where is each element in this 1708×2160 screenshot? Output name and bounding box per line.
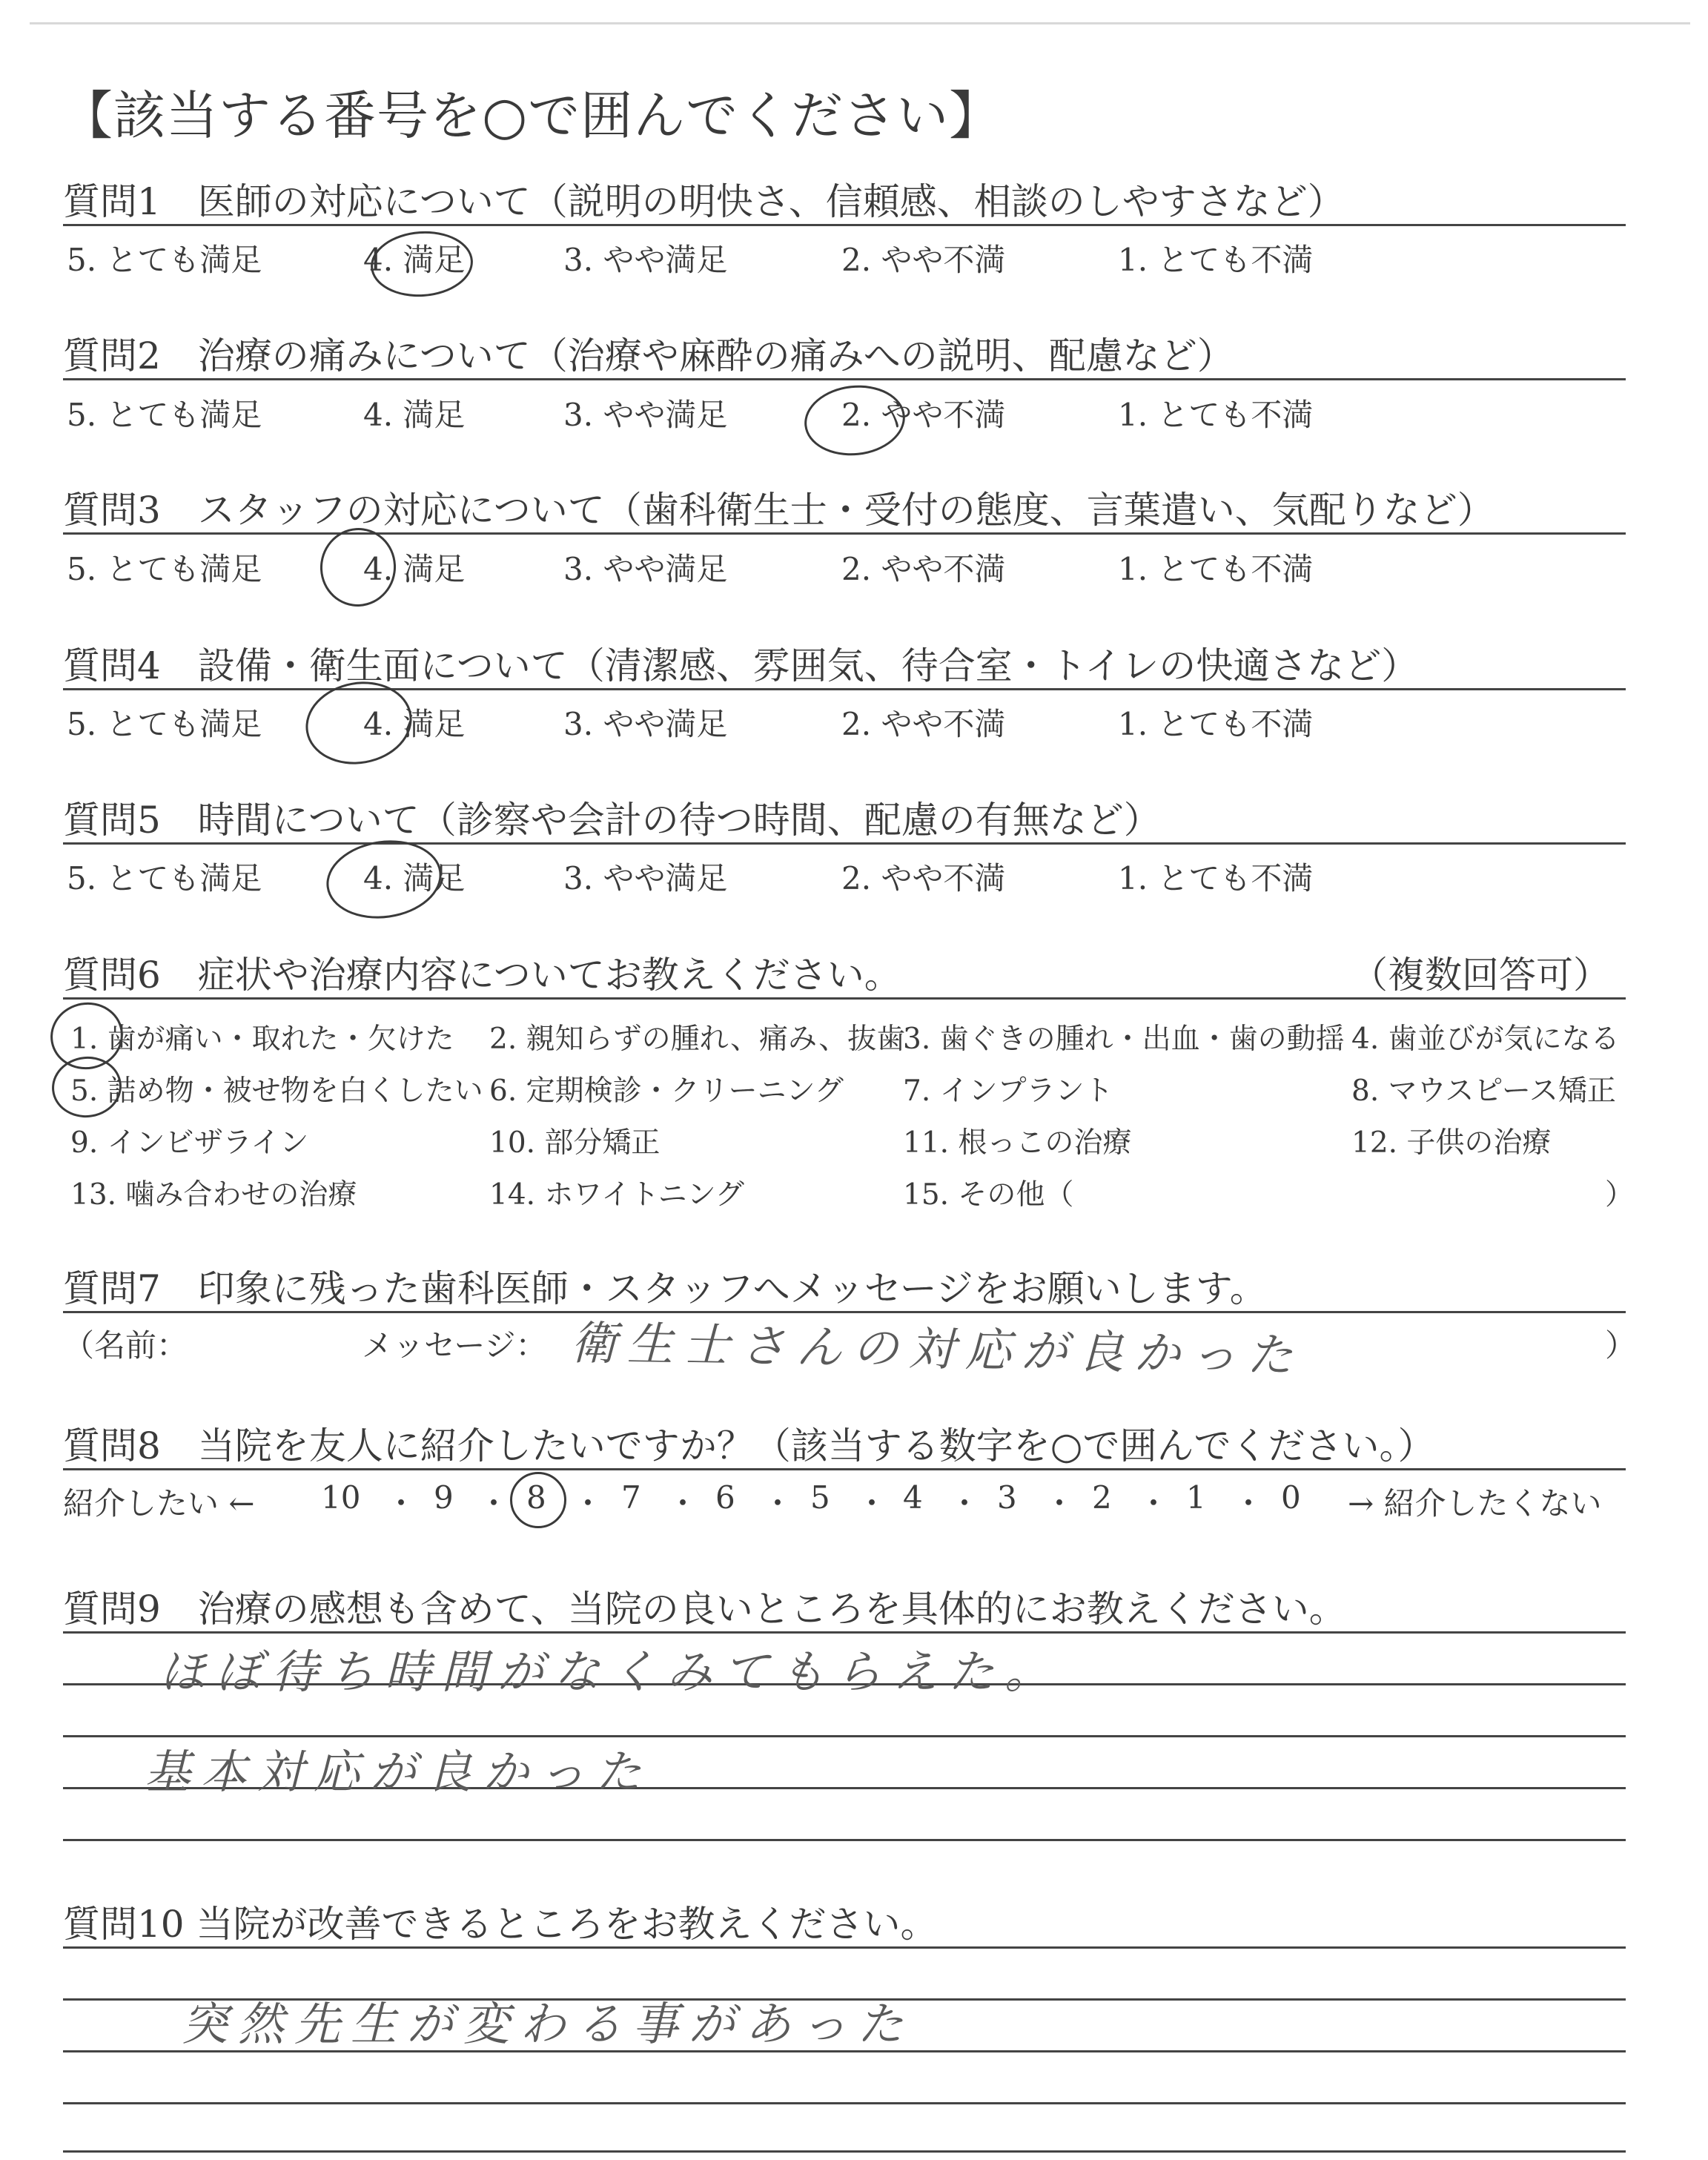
q8-value-5[interactable]: 5 (810, 1479, 830, 1516)
q8-dot: ・ (856, 1485, 888, 1522)
q4-option-1[interactable]: 1. とても不満 (1118, 706, 1314, 742)
question-1-rule (63, 224, 1626, 226)
q4-option-2[interactable]: 2. やや不満 (841, 706, 1006, 742)
q8-dot: ・ (1233, 1485, 1265, 1522)
q2-option-5[interactable]: 5. とても満足 (67, 397, 262, 433)
question-7-heading: 質問7 印象に残った歯科医師・スタッフへメッセージをお願いします。 (63, 1267, 1267, 1310)
q6-option-3[interactable]: 3. 歯ぐきの腫れ・出血・歯の動揺 (903, 1023, 1345, 1056)
q3-option-5[interactable]: 5. とても満足 (67, 551, 262, 587)
q2-option-2[interactable]: 2. やや不満 (841, 397, 1006, 433)
scan-top-edge (30, 22, 1690, 24)
q1-option-2[interactable]: 2. やや不満 (841, 242, 1006, 278)
q8-dot: ・ (949, 1485, 981, 1522)
question-3-rule (63, 532, 1626, 535)
q4-option-5[interactable]: 5. とても満足 (67, 706, 262, 742)
question-3-heading: 質問3 スタッフの対応について（歯科衛生士・受付の態度、言葉遣い、気配りなど） (63, 489, 1494, 532)
q3-selection-circle (315, 523, 401, 611)
question-6-multiple-note: （複数回答可） (1351, 954, 1610, 997)
q6-selection-circle-5 (49, 1053, 125, 1120)
q6-option-5[interactable]: 5. 詰め物・被せ物を白くしたい (70, 1074, 483, 1108)
q10-answer-line-1 (63, 1946, 1626, 1949)
q6-option-14[interactable]: 14. ホワイトニング (489, 1178, 744, 1212)
q6-option-10[interactable]: 10. 部分矯正 (489, 1126, 661, 1160)
q8-dot: ・ (478, 1485, 510, 1522)
q3-option-2[interactable]: 2. やや不満 (841, 551, 1006, 587)
q4-option-3[interactable]: 3. やや満足 (563, 706, 728, 742)
q5-option-5[interactable]: 5. とても満足 (67, 860, 262, 896)
q6-option-12[interactable]: 12. 子供の治療 (1351, 1126, 1552, 1160)
q8-left-label: 紹介したい ← (63, 1485, 255, 1522)
question-5-rule (63, 842, 1626, 845)
q4-option-4[interactable]: 4. 満足 (363, 706, 466, 742)
q8-value-10[interactable]: 10 (321, 1479, 361, 1516)
q2-option-4[interactable]: 4. 満足 (363, 397, 466, 433)
q3-option-1[interactable]: 1. とても不満 (1118, 551, 1314, 587)
q9-handwritten-answer-2: 基本対応が良かった (145, 1745, 652, 1799)
q8-dot: ・ (1138, 1485, 1170, 1522)
q8-value-4[interactable]: 4 (903, 1479, 923, 1516)
question-6-rule (63, 997, 1626, 1000)
q2-option-1[interactable]: 1. とても不満 (1118, 397, 1314, 433)
q6-other-close-paren: ） (1605, 1178, 1635, 1212)
q8-value-9[interactable]: 9 (434, 1479, 454, 1516)
question-6-heading: 質問6 症状や治療内容についてお教えください。 (63, 954, 901, 997)
q2-option-3[interactable]: 3. やや満足 (563, 397, 728, 433)
question-8-heading: 質問8 当院を友人に紹介したいですか？（該当する数字を○で囲んでください。） (63, 1424, 1435, 1467)
q5-option-4[interactable]: 4. 満足 (363, 860, 466, 896)
q5-option-3[interactable]: 3. やや満足 (563, 860, 728, 896)
q6-option-7[interactable]: 7. インプラント (903, 1074, 1113, 1108)
q6-option-13[interactable]: 13. 噛み合わせの治療 (70, 1178, 357, 1212)
q8-dot: ・ (572, 1485, 604, 1522)
q1-option-4[interactable]: 4. 満足 (363, 242, 466, 278)
q7-handwritten-message: 衛生士さんの対応が良かった (570, 1315, 1304, 1383)
q8-right-label: → 紹介したくない (1348, 1485, 1602, 1522)
question-5-heading: 質問5 時間について（診察や会計の待つ時間、配慮の有無など） (63, 799, 1161, 842)
question-2-rule (63, 378, 1626, 380)
q8-value-3[interactable]: 3 (997, 1479, 1017, 1516)
q8-dot: ・ (762, 1485, 794, 1522)
q9-handwritten-answer-1: ほぼ待ち時間がなくみてもらえた。 (159, 1645, 1062, 1699)
q8-dot: ・ (385, 1485, 417, 1522)
q6-option-1[interactable]: 1. 歯が痛い・取れた・欠けた (70, 1023, 454, 1056)
q8-value-2[interactable]: 2 (1092, 1479, 1112, 1516)
q7-close-paren: ） (1605, 1327, 1637, 1364)
q3-option-3[interactable]: 3. やや満足 (563, 551, 728, 587)
question-9-heading: 質問9 治療の感想も含めて、当院の良いところを具体的にお教えください。 (63, 1588, 1346, 1631)
q1-option-5[interactable]: 5. とても満足 (67, 242, 262, 278)
question-4-rule (63, 688, 1626, 690)
q8-value-0[interactable]: 0 (1281, 1479, 1301, 1516)
q5-option-1[interactable]: 1. とても不満 (1118, 860, 1314, 896)
q6-option-2[interactable]: 2. 親知らずの腫れ、痛み、抜歯 (489, 1023, 906, 1056)
q10-answer-line-4 (63, 2102, 1626, 2104)
q7-message-label: メッセージ： (362, 1327, 547, 1364)
q5-selection-circle (322, 833, 447, 926)
q6-option-4[interactable]: 4. 歯並びが気になる (1351, 1023, 1620, 1056)
q8-dot: ・ (667, 1485, 699, 1522)
question-10-heading: 質問10 当院が改善できるところをお教えください。 (63, 1903, 938, 1946)
q9-answer-line-5 (63, 1839, 1626, 1841)
q7-name-label: （名前： (63, 1327, 188, 1364)
q5-option-2[interactable]: 2. やや不満 (841, 860, 1006, 896)
q6-option-8[interactable]: 8. マウスピース矯正 (1351, 1074, 1616, 1108)
q8-value-7[interactable]: 7 (621, 1479, 641, 1516)
q6-option-11[interactable]: 11. 根っこの治療 (903, 1126, 1132, 1160)
q9-answer-line-1 (63, 1631, 1626, 1634)
question-8-rule (63, 1468, 1626, 1470)
q8-dot: ・ (1044, 1485, 1076, 1522)
q6-option-6[interactable]: 6. 定期検診・クリーニング (489, 1074, 844, 1108)
q3-option-4[interactable]: 4. 満足 (363, 551, 466, 587)
question-1-heading: 質問1 医師の対応について（説明の明快さ、信頼感、相談のしやすさなど） (63, 180, 1345, 223)
q8-value-6[interactable]: 6 (715, 1479, 735, 1516)
q6-option-9[interactable]: 9. インビザライン (70, 1126, 309, 1160)
q10-handwritten-answer-1: 突然先生が変わる事があった (182, 1997, 914, 2051)
q8-value-1[interactable]: 1 (1186, 1479, 1206, 1516)
q1-option-3[interactable]: 3. やや満足 (563, 242, 728, 278)
question-2-heading: 質問2 治療の痛みについて（治療や麻酔の痛みへの説明、配慮など） (63, 334, 1234, 377)
page-title: 【該当する番号を○で囲んでください】 (61, 85, 1002, 146)
q6-option-15-other[interactable]: 15. その他（ (903, 1178, 1074, 1212)
q1-option-1[interactable]: 1. とても不満 (1118, 242, 1314, 278)
q8-value-8[interactable]: 8 (526, 1479, 546, 1516)
q10-answer-line-5 (63, 2150, 1626, 2153)
q8-selection-circle (510, 1472, 566, 1528)
question-4-heading: 質問4 設備・衛生面について（清潔感、雰囲気、待合室・トイレの快適さなど） (63, 644, 1419, 687)
